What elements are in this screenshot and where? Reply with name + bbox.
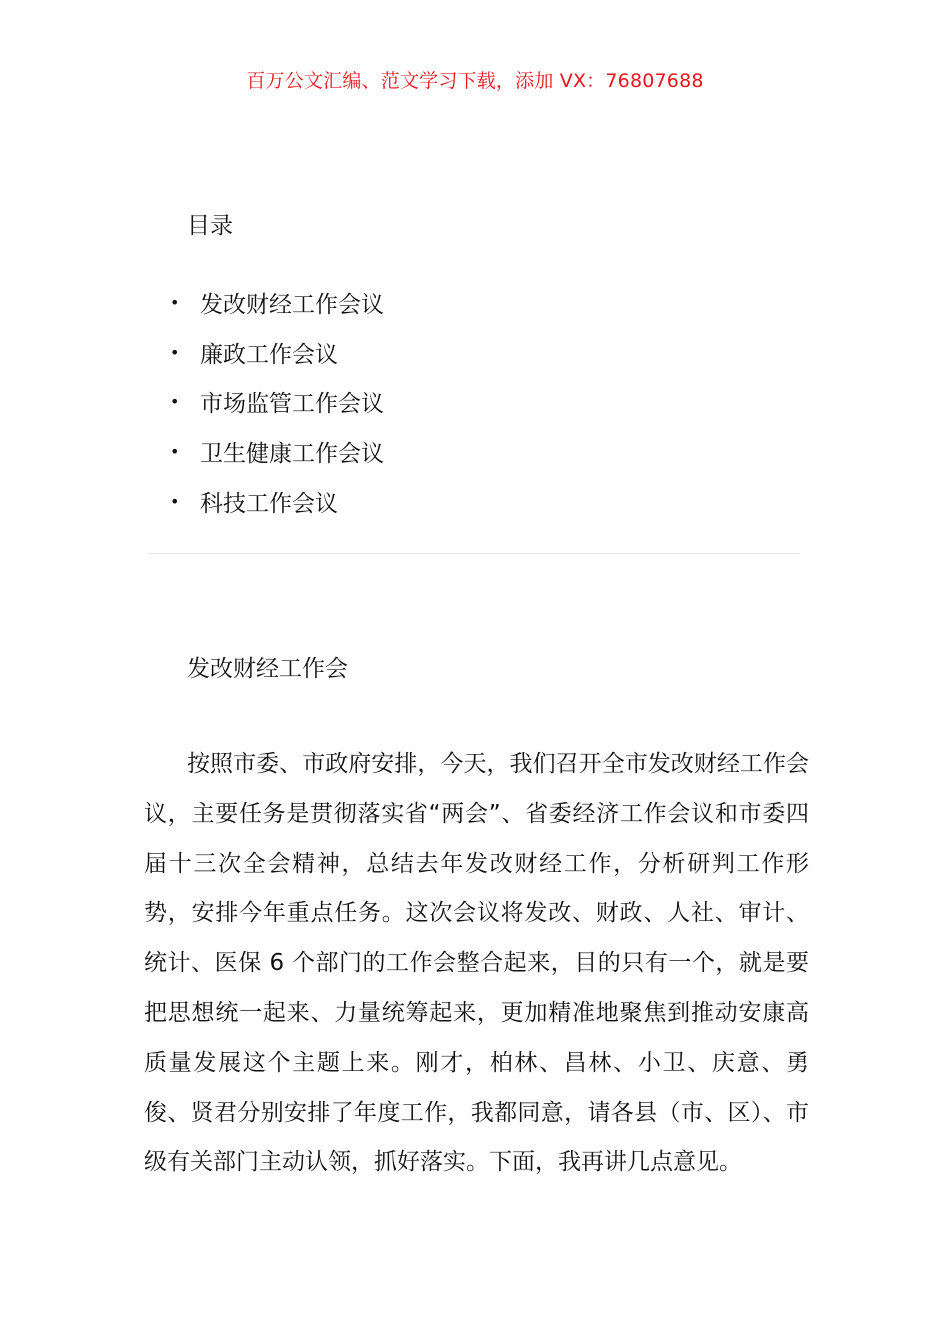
toc-item-label[interactable]: 发改财经工作会议 — [200, 292, 384, 319]
toc-item[interactable] — [170, 476, 384, 526]
toc-item-label[interactable]: 科技工作会议 — [200, 490, 338, 517]
section-divider — [148, 553, 800, 554]
bullet-icon: • — [170, 293, 180, 313]
section-title: 发改财经工作会 — [187, 656, 348, 682]
toc-item-label[interactable]: 卫生健康工作会议 — [200, 441, 384, 468]
toc-item[interactable] — [170, 377, 384, 427]
toc-item[interactable] — [170, 328, 384, 378]
body-paragraph: 按照市委、市政府安排，今天，我们召开全市发改财经工作会议，主要任务是贯彻落实省“两会”、省委经济工作会议和市委四届十三次全会精神，总结去年发改财经工作，分析研判工作形势，安排今年重点任务。这次会议将发改、财政、人社、审计、统计、医保 6 个部门的工作会整合起来，目的只有一个，就是要把思想统一起来、力量统筹起来，更加精准地聚焦到推动安康高质量发展这个主题上来。刚才，柏林、昌林、小卫、庆意、勇俊、贤君分别安排了年度工作，我都同意，请各县（市、区）、市级有关部门主动认领，抓好落实。下面，我再讲几点意见。 — [144, 751, 809, 1176]
bullet-icon: • — [170, 442, 180, 462]
watermark-header: 百万公文汇编、范文学习下载，添加 VX：76807688 — [246, 70, 704, 92]
toc-item-label[interactable]: 市场监管工作会议 — [200, 391, 384, 418]
bullet-icon: • — [170, 342, 180, 362]
bullet-icon: • — [170, 491, 180, 511]
toc-item[interactable] — [170, 427, 384, 477]
toc-item[interactable] — [170, 278, 384, 328]
bullet-icon: • — [170, 392, 180, 412]
toc-item-label[interactable]: 廉政工作会议 — [200, 341, 338, 368]
table-of-contents — [170, 278, 384, 526]
toc-title: 目录 — [187, 213, 233, 239]
